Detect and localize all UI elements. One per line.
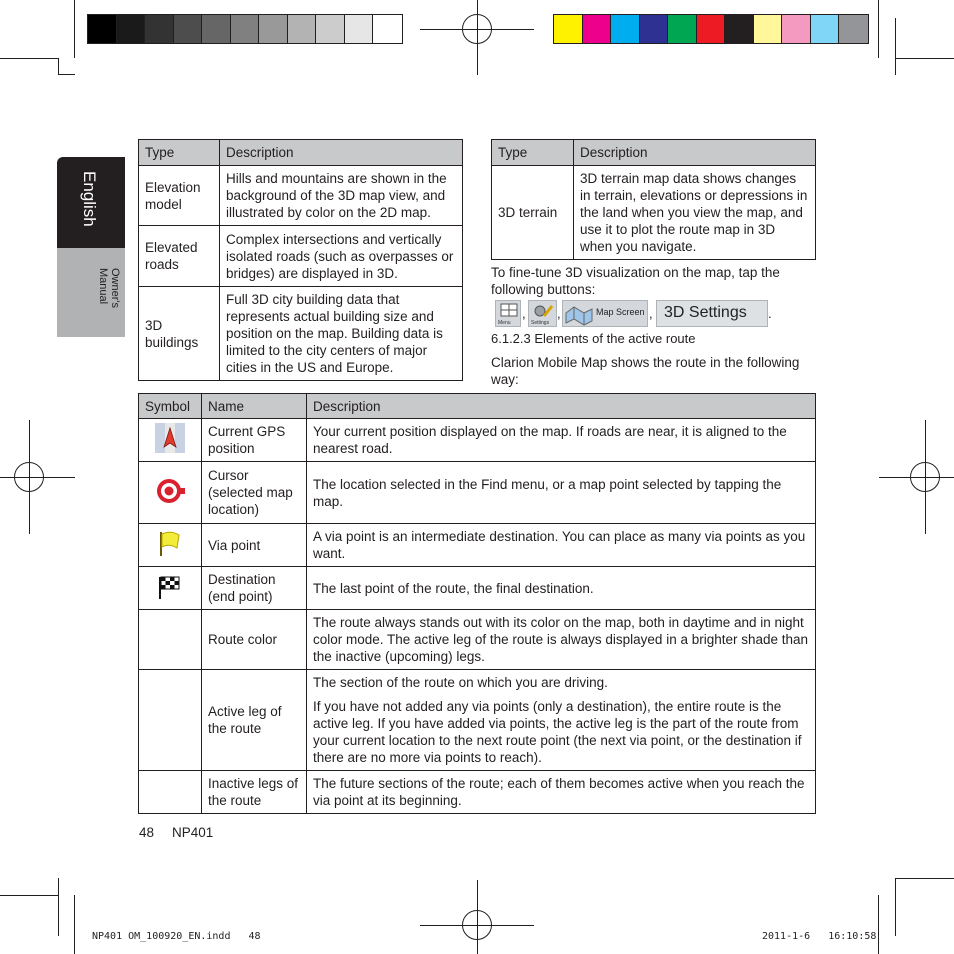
table-header-type: Type — [139, 140, 220, 166]
table-header-type: Type — [492, 140, 574, 166]
color-swatch — [88, 15, 117, 43]
row-description-line: The section of the route on which you are driving. — [313, 675, 608, 690]
print-datetime: 2011-1-6 16:10:58 — [762, 931, 877, 942]
terrain-types-table — [138, 139, 463, 381]
crop-mark — [878, 895, 879, 954]
row-type: 3D terrain — [492, 166, 574, 260]
row-description: 3D terrain map data shows changes in terrain, elevations or depressions in the land when you view the map, and use it to plot the route map in 3D when you navigate. — [574, 166, 816, 260]
print-file-info: NP401 OM_100920_EN.indd 48 — [92, 931, 261, 942]
table-row — [139, 771, 816, 814]
color-swatch — [811, 15, 840, 43]
row-description-line: If you have not added any via points (only a destination), the entire route is the active leg. If you have added via points, the active leg is the part of the route from your current location to the next route point (the next via point, or the destination if there are no more via points to reach). — [313, 699, 802, 765]
color-swatch — [754, 15, 783, 43]
menu-icon — [497, 302, 521, 318]
table-row — [139, 226, 463, 287]
map-icon — [564, 301, 594, 326]
table-row — [492, 166, 816, 260]
crop-mark — [0, 477, 75, 478]
row-description: The location selected in the Find menu, or a map point selected by tapping the map. — [307, 462, 816, 524]
crop-mark — [895, 18, 896, 75]
grayscale-color-bar — [87, 14, 403, 44]
table-row — [139, 166, 463, 226]
crop-mark — [896, 58, 954, 59]
crop-mark — [925, 420, 926, 534]
crop-mark — [74, 0, 75, 58]
symbol-cell — [139, 670, 202, 771]
color-swatch — [316, 15, 345, 43]
separator: , — [522, 306, 526, 321]
3d-settings-button[interactable] — [656, 300, 768, 327]
row-name: Current GPS position — [202, 419, 307, 462]
table-header-description: Description — [574, 140, 816, 166]
table-row — [139, 610, 816, 670]
color-swatch — [288, 15, 317, 43]
color-swatch — [839, 15, 868, 43]
table-row — [139, 670, 816, 771]
settings-icon — [530, 302, 556, 319]
row-description: Full 3D city building data that represents actual building size and position on the map. Building data is limited to the city centers of major cities in the US and Europe. — [220, 287, 463, 381]
model-name: NP401 — [172, 825, 214, 840]
route-elements-table — [138, 393, 816, 814]
color-swatch — [782, 15, 811, 43]
menu-button-label: Menu — [498, 320, 511, 326]
row-description: Your current position displayed on the map. If roads are near, it is aligned to the nearest road. — [307, 419, 816, 462]
row-description: Complex intersections and vertically isolated roads (such as overpasses or bridges) are displayed in 3D. — [220, 226, 463, 287]
menu-button[interactable] — [495, 300, 521, 327]
checkered-flag-icon — [155, 571, 185, 601]
symbol-cell — [139, 567, 202, 610]
map-screen-button[interactable] — [562, 300, 648, 327]
crop-mark — [58, 74, 75, 75]
crop-mark — [879, 477, 954, 478]
crop-mark — [477, 880, 478, 954]
page-number: 48 — [139, 825, 155, 840]
color-swatch — [117, 15, 146, 43]
row-description: The future sections of the route; each of them becomes active when you reach the via point at its beginning. — [307, 771, 816, 814]
color-swatch — [583, 15, 612, 43]
via-flag-icon — [155, 528, 185, 558]
row-name: Route color — [202, 610, 307, 670]
color-swatch — [202, 15, 231, 43]
manual-label: Owner's Manual — [97, 268, 121, 308]
color-swatch — [231, 15, 260, 43]
crop-mark — [58, 58, 59, 75]
row-description: The route always stands out with its color on the map, both in daytime and in night color mode. The active leg of the route is always displayed in a brighter shade than the inactive (upcoming) legs. — [307, 610, 816, 670]
row-name: Via point — [202, 524, 307, 567]
row-description: A via point is an intermediate destination. You can place as many via points as you want. — [307, 524, 816, 567]
crop-mark — [477, 0, 478, 75]
crop-mark — [29, 420, 30, 534]
color-swatch — [697, 15, 726, 43]
table-row — [139, 462, 816, 524]
crop-mark — [74, 895, 75, 954]
section-heading: 6.1.2.3 Elements of the active route — [491, 331, 696, 346]
language-label: English — [80, 171, 99, 227]
table-header-name: Name — [202, 394, 307, 419]
row-name: Active leg of the route — [202, 670, 307, 771]
symbol-cell — [139, 419, 202, 462]
row-description: The last point of the route, the final destination. — [307, 567, 816, 610]
cursor-target-icon — [155, 476, 185, 506]
terrain-3d-table — [491, 139, 816, 260]
color-swatch — [373, 15, 402, 43]
symbol-cell — [139, 771, 202, 814]
manual-tab — [57, 248, 125, 337]
symbol-cell — [139, 610, 202, 670]
symbol-cell — [139, 524, 202, 567]
row-type: 3D buildings — [139, 287, 220, 381]
crop-mark — [895, 878, 896, 936]
color-swatch — [668, 15, 697, 43]
color-swatch — [640, 15, 669, 43]
separator: , — [649, 306, 653, 321]
table-row — [139, 287, 463, 381]
color-swatch — [174, 15, 203, 43]
row-name: Inactive legs of the route — [202, 771, 307, 814]
gps-arrow-icon — [155, 423, 185, 453]
color-swatch — [554, 15, 583, 43]
crop-mark — [896, 878, 954, 879]
table-row — [139, 419, 816, 462]
row-name: Destination (end point) — [202, 567, 307, 610]
color-swatch — [611, 15, 640, 43]
intro-text: To fine-tune 3D visualization on the map, tap the following buttons: — [491, 265, 780, 297]
section-intro: Clarion Mobile Map shows the route in the following way: — [491, 355, 800, 387]
process-color-bar — [553, 14, 869, 44]
crop-mark — [0, 895, 58, 896]
table-row — [139, 567, 816, 610]
separator: , — [557, 306, 561, 321]
color-swatch — [259, 15, 288, 43]
3d-settings-label: 3D Settings — [664, 304, 747, 321]
crop-mark — [58, 878, 59, 936]
table-header-symbol: Symbol — [139, 394, 202, 419]
color-swatch — [345, 15, 374, 43]
row-type: Elevation model — [139, 166, 220, 226]
table-header-description: Description — [220, 140, 463, 166]
period: . — [768, 306, 772, 321]
color-swatch — [725, 15, 754, 43]
row-description — [307, 670, 816, 771]
table-header-description: Description — [307, 394, 816, 419]
row-description: Hills and mountains are shown in the background of the 3D map view, and illustrated by color on the 2D map. — [220, 166, 463, 226]
color-swatch — [145, 15, 174, 43]
crop-mark — [878, 0, 879, 58]
symbol-cell — [139, 462, 202, 524]
settings-button-label: Settings — [531, 320, 550, 326]
language-tab — [57, 157, 125, 248]
settings-button[interactable] — [528, 300, 557, 327]
table-row — [139, 524, 816, 567]
row-type: Elevated roads — [139, 226, 220, 287]
crop-mark — [0, 58, 58, 59]
row-name: Cursor (selected map location) — [202, 462, 307, 524]
map-screen-label: Map Screen — [596, 307, 645, 317]
